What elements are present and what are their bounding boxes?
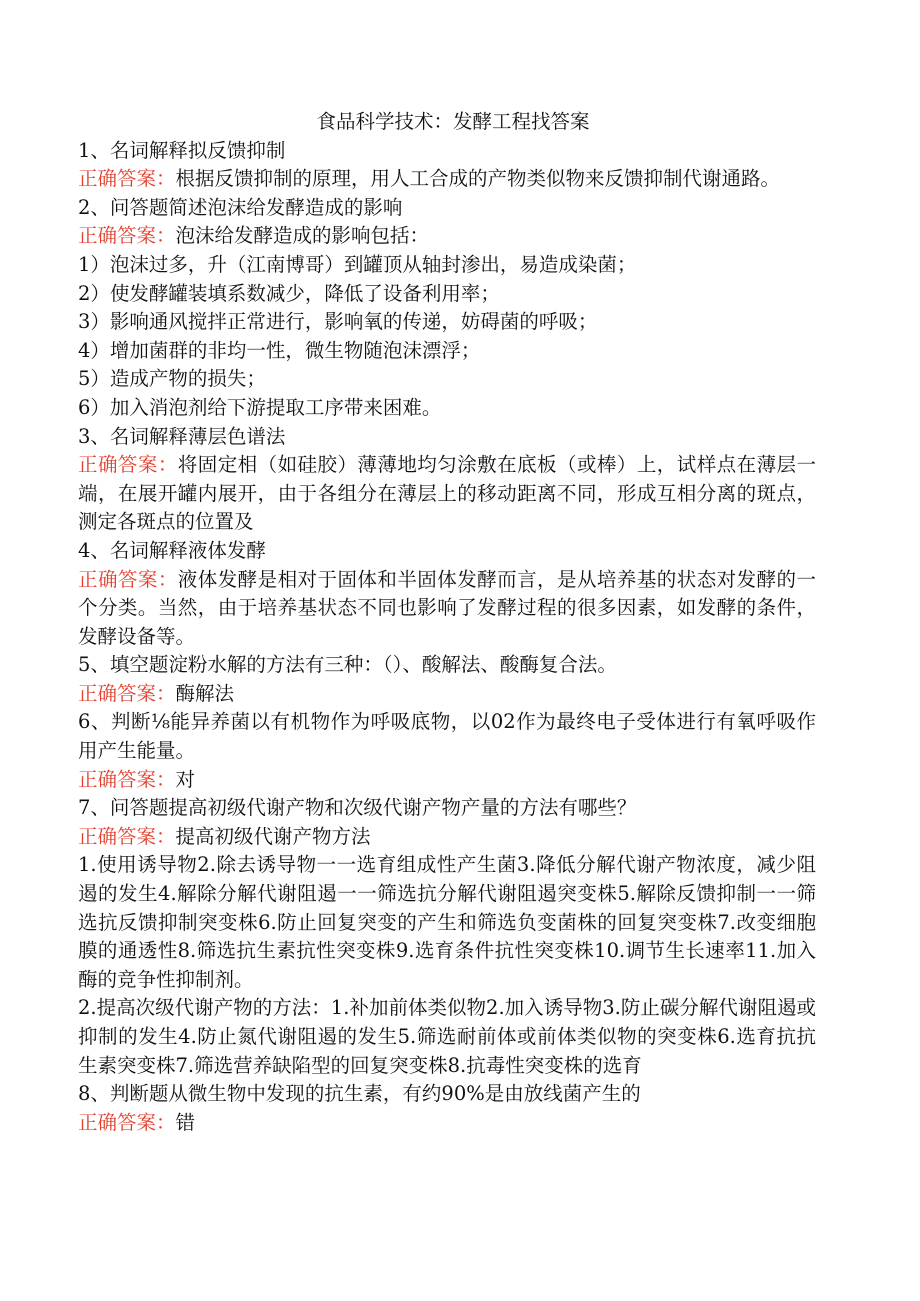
answer-label: 正确答案： bbox=[78, 224, 176, 248]
answer-body: 对 bbox=[175, 767, 196, 791]
answer-body: 根据反馈抑制的原理，用人工合成的产物类似物来反馈抑制代谢通路。 bbox=[175, 167, 781, 191]
answer-label: 正确答案： bbox=[78, 167, 176, 191]
answer-detail: 2.提高次级代谢产物的方法：1.补加前体类似物2.加入诱导物3.防止碳分解代谢阻遏或抑制的发生4.防止氮代谢阻遏的发生5.筛选耐前体或前体类似物的突变株6.选育抗抗生素突变株7.筛选营养缺陷型的回复突变株8.抗毒性突变株的选育 bbox=[78, 996, 816, 1077]
question-text: 6、判断⅛能异养菌以有机物作为呼吸底物，以02作为最终电子受体进行有氧呼吸作用产生能量。 bbox=[78, 710, 816, 763]
answer-text bbox=[78, 766, 816, 795]
answer-label: 正确答案： bbox=[78, 453, 178, 477]
answer-text bbox=[78, 1109, 816, 1138]
answer-detail: 3）影响通风搅拌正常进行，影响氧的传递，妨碍菌的呼吸； bbox=[78, 310, 598, 334]
answer-text bbox=[78, 823, 816, 852]
question-text: 2、问答题简述泡沫给发酵造成的影响 bbox=[78, 195, 403, 219]
question-text: 7、问答题提高初级代谢产物和次级代谢产物产量的方法有哪些？ bbox=[78, 796, 637, 820]
question-text: 3、名词解释薄层色谱法 bbox=[78, 424, 286, 448]
answer-label: 正确答案： bbox=[78, 767, 176, 791]
answer-label: 正确答案： bbox=[78, 681, 176, 705]
answer-label: 正确答案： bbox=[78, 567, 178, 591]
question-text: 4、名词解释液体发酵 bbox=[78, 538, 266, 562]
answer-text bbox=[78, 451, 816, 537]
document-page bbox=[78, 108, 816, 1137]
answer-text bbox=[78, 165, 816, 194]
answer-label: 正确答案： bbox=[78, 824, 176, 848]
answer-body: 将固定相（如硅胶）薄薄地均匀涂敷在底板（或棒）上，试样点在薄层一端，在展开罐内展开，由于各组分在薄层上的移动距离不同，形成互相分离的斑点，测定各斑点的位置及 bbox=[78, 453, 816, 534]
question-text: 5、填空题淀粉水解的方法有三种：（）、酸解法、酸酶复合法。 bbox=[78, 653, 617, 677]
answer-body: 泡沫给发酵造成的影响包括： bbox=[175, 224, 430, 248]
answer-detail: 4）增加菌群的非均一性，微生物随泡沫漂浮； bbox=[78, 338, 481, 362]
answer-text bbox=[78, 222, 816, 251]
answer-detail: 1）泡沫过多，升（江南博哥）到罐顶从轴封渗出，易造成染菌； bbox=[78, 252, 637, 276]
answer-detail: 2）使发酵罐装填系数减少，降低了设备利用率； bbox=[78, 281, 500, 305]
answer-detail: 6）加入消泡剂给下游提取工序带来困难。 bbox=[78, 395, 442, 419]
answer-detail: 5）造成产物的损失； bbox=[78, 367, 266, 391]
question-text: 8、判断题从微生物中发现的抗生素，有约90%是由放线菌产生的 bbox=[78, 1082, 641, 1106]
answer-text bbox=[78, 566, 816, 652]
answer-detail: 1.使用诱导物2.除去诱导物一一选育组成性产生菌3.降低分解代谢产物浓度，减少阻遏的发生4.解除分解代谢阻遏一一筛选抗分解代谢阻遏突变株5.解除反馈抑制一一筛选抗反馈抑制突变株6.防止回复突变的产生和筛选负变菌株的回复突变株7.改变细胞膜的通透性8.筛选抗生素抗性突变株9.选育条件抗性突变株10.调节生长速率11.加入酶的竞争性抑制剂。 bbox=[78, 853, 816, 991]
answer-body: 提高初级代谢产物方法 bbox=[175, 824, 371, 848]
answer-body: 液体发酵是相对于固体和半固体发酵而言，是从培养基的状态对发酵的一个分类。当然，由于培养基状态不同也影响了发酵过程的很多因素，如发酵的条件，发酵设备等。 bbox=[78, 567, 816, 648]
question-text: 1、名词解释拟反馈抑制 bbox=[78, 138, 286, 162]
answer-text bbox=[78, 680, 816, 709]
page-title: 食品科学技术：发酵工程找答案 bbox=[316, 110, 590, 133]
answer-label: 正确答案： bbox=[78, 1110, 176, 1134]
answer-body: 错 bbox=[175, 1110, 196, 1134]
answer-body: 酶解法 bbox=[175, 681, 235, 705]
